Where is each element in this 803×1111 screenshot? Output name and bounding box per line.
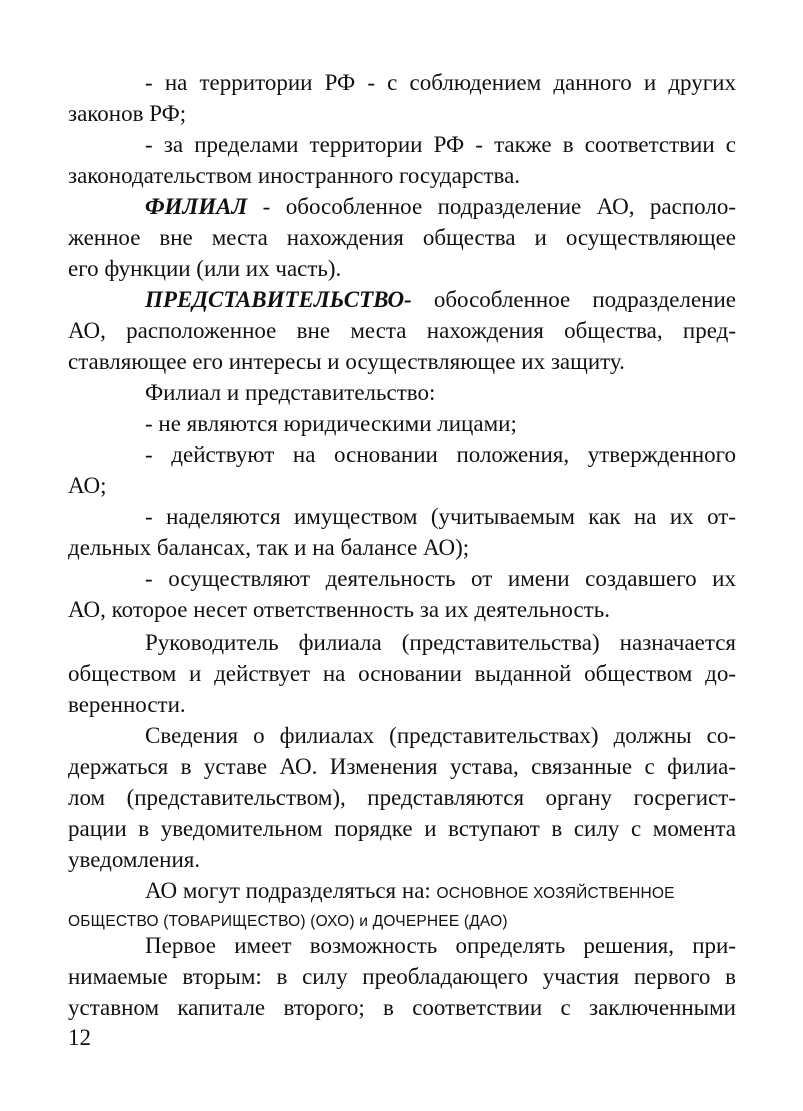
definition-line: [145, 284, 736, 315]
text-span: АО могут подразделяться на:: [145, 878, 437, 903]
text-span: - обособленное подразделение АО, располо-: [247, 194, 736, 219]
term-predstavitelstvo: ПРЕДСТАВИТЕЛЬСТВО-: [145, 287, 412, 312]
text-line: ставляющее его интересы и осуществляющее их защиту.: [68, 349, 625, 374]
text-line: женное вне места нахождения общества и осуществляющее: [68, 225, 736, 250]
list-item: - наделяются имуществом (учитываемым как на их от-: [145, 504, 736, 529]
list-item: - действуют на основании положения, утвержденного: [145, 442, 736, 467]
text-line: - за пределами территории РФ - также в соответствии с: [145, 132, 736, 157]
text-line: законов РФ;: [68, 101, 187, 126]
text-span: обособленное подразделение: [411, 287, 736, 312]
text-line: АО;: [68, 473, 107, 498]
text-line: обществом и действует на основании выданной обществом до-: [68, 661, 736, 686]
text-line: Сведения о филиалах (представительствах) должны со-: [145, 723, 736, 748]
page-number: 12: [68, 1025, 91, 1050]
text-line: уведомления.: [68, 847, 201, 872]
list-item: - осуществляют деятельность от имени создавшего их: [145, 566, 736, 591]
term-filial: ФИЛИАЛ: [145, 194, 248, 219]
definition-line: [145, 191, 736, 222]
list-item: - не являются юридическими лицами;: [145, 411, 517, 436]
text-line: - на территории РФ - с соблюдением данного и других: [145, 70, 736, 95]
text-line: его функции (или их часть).: [68, 256, 342, 281]
text-line: Первое имеет возможность определять решения, при-: [145, 933, 736, 958]
smallcaps-term: ДОЧЕРНЕЕ (ДАО): [372, 913, 508, 930]
text-line: Филиал и представительство:: [145, 380, 436, 405]
text-line: законодательством иностранного государства.: [68, 163, 521, 188]
text-line: дельных балансах, так и на балансе АО);: [68, 535, 470, 560]
text-line: уставном капитале второго; в соответствии с заключенными: [68, 995, 736, 1020]
text-line: АО, которое несет ответственность за их деятельность.: [68, 597, 610, 622]
smallcaps-term: ОСНОВНОЕ ХОЗЯЙСТВЕННОЕ: [436, 885, 675, 902]
text-line: нимаемые вторым: в силу преобладающего участия первого в: [68, 964, 736, 989]
text-line: АО, расположенное вне места нахождения общества, пред-: [68, 318, 736, 343]
text-line: веренности.: [68, 692, 186, 717]
text-line: Руководитель филиала (представительства) назначается: [145, 630, 736, 655]
text-line: рации в уведомительном порядке и вступают в силу с момента: [68, 816, 736, 841]
text-line: лом (представительством), представляются органу госрегист-: [68, 785, 736, 810]
text-span: и: [354, 913, 373, 930]
smallcaps-term: ОБЩЕСТВО (ТОВАРИЩЕСТВО) (ОХО): [68, 913, 355, 930]
text-line: держаться в уставе АО. Изменения устава, связанные с филиа-: [68, 754, 736, 779]
